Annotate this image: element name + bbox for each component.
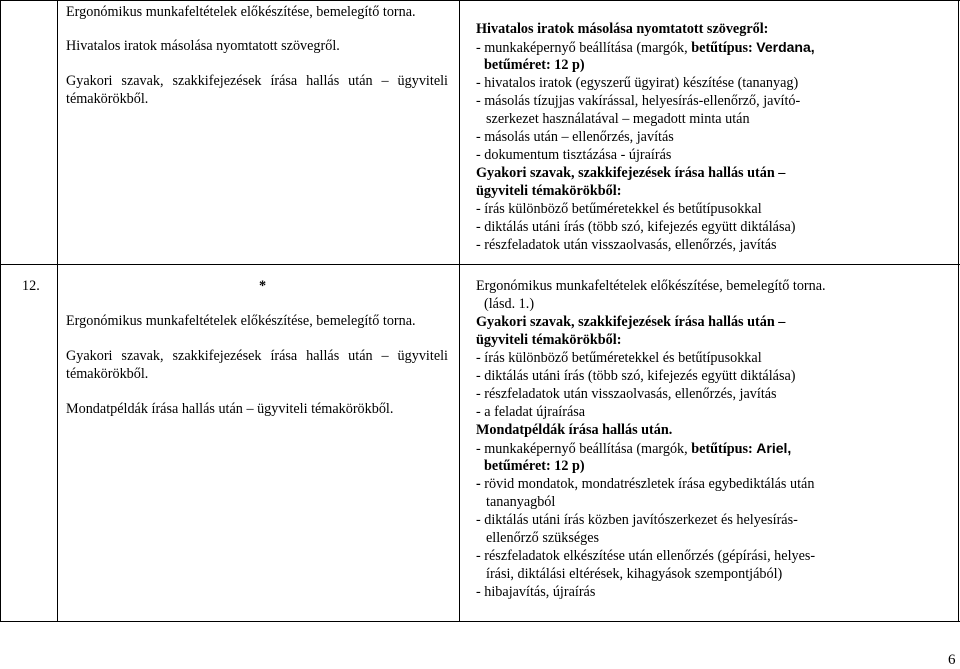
table-divider-col2	[459, 0, 460, 622]
row12-right-item6-text: rövid mondatok, mondatrészletek írása egybediktálás után	[484, 476, 815, 492]
row12-right-item3: - részfeladatok után visszaolvasás, ellenőrzés, javítás	[476, 386, 777, 402]
row12-left-line2: Gyakori szavak, szakkifejezések írása hallás után – ügyviteli	[66, 348, 448, 364]
row12-left-line4: Mondatpéldák írása hallás után – ügyviteli témakörökből.	[66, 401, 394, 417]
row11-right-item1-text: - munkaképernyő beállítása (margók,	[476, 40, 692, 56]
table-border-top	[0, 0, 960, 1]
row11-right-heading2-cont: ügyviteli témakörökből:	[476, 183, 622, 199]
row12-right-intro: Ergonómikus munkafeltételek előkészítése, bemelegítő torna.	[476, 278, 826, 294]
table-row-divider	[0, 264, 960, 265]
row12-left-line1: Ergonómikus munkafeltételek előkészítése, bemelegítő torna.	[66, 313, 416, 329]
row12-right-item7: - diktálás utáni írás közben javítószerkezet és helyesírás-	[476, 512, 798, 528]
row12-right-item1: - írás különböző betűméretekkel és betűtípusokkal	[476, 350, 762, 366]
row12-right-item5	[476, 439, 791, 458]
row12-right-heading: Gyakori szavak, szakkifejezések írása hallás után –	[476, 314, 786, 330]
row11-right-item1-font-name: Verdana,	[756, 39, 815, 55]
row11-right-item4: - másolás után – ellenőrzés, javítás	[476, 129, 674, 145]
row11-right-item1-size: betűméret: 12 p)	[484, 57, 585, 73]
row12-right-item6-dash: -	[476, 476, 485, 492]
row11-right-item8: - részfeladatok után visszaolvasás, ellenőrzés, javítás	[476, 237, 777, 253]
row11-right-item2: - hivatalos iratok (egyszerű ügyirat) készítése (tananyag)	[476, 75, 799, 91]
row12-right-heading-cont: ügyviteli témakörökből:	[476, 332, 622, 348]
row11-right-item5: - dokumentum tisztázása - újraírás	[476, 147, 672, 163]
row12-right-intro-ref: (lásd. 1.)	[484, 296, 535, 312]
row11-right-item1	[476, 38, 815, 57]
row12-right-item2: - diktálás utáni írás (több szó, kifejezés együtt diktálása)	[476, 368, 796, 384]
row12-number: 12.	[22, 278, 40, 294]
page-number: 6	[948, 652, 956, 668]
table-border-right	[958, 0, 959, 622]
table-border-left	[0, 0, 1, 622]
row12-left-line3: témakörökből.	[66, 366, 149, 382]
row12-right-heading2: Mondatpéldák írása hallás után.	[476, 422, 673, 438]
row11-left-line4: témakörökből.	[66, 91, 149, 107]
row12-right-item5-text: - munkaképernyő beállítása (margók,	[476, 441, 692, 457]
row12-right-item8: - részfeladatok elkészítése után ellenőrzés (gépírási, helyes-	[476, 548, 816, 564]
row11-right-item7: - diktálás utáni írás (több szó, kifejezés együtt diktálása)	[476, 219, 796, 235]
row12-right-item6	[476, 475, 814, 493]
row12-right-item5-size: betűméret: 12 p)	[484, 458, 585, 474]
row11-left-line1: Ergonómikus munkafeltételek előkészítése, bemelegítő torna.	[66, 4, 416, 20]
table-border-bottom	[0, 621, 960, 622]
row12-right-item5-font-name: Ariel,	[756, 440, 792, 456]
row11-right-item6: - írás különböző betűméretekkel és betűtípusokkal	[476, 201, 762, 217]
row12-right-item9: - hibajavítás, újraírás	[476, 584, 596, 600]
row11-left-line2: Hivatalos iratok másolása nyomtatott szövegről.	[66, 38, 340, 54]
table-divider-col1	[57, 0, 58, 622]
row12-left-star: *	[259, 278, 267, 294]
row11-right-item3: - másolás tízujjas vakírással, helyesírás-ellenőrző, javító-	[476, 93, 801, 109]
row11-right-item1-font-label: betűtípus:	[691, 40, 757, 56]
row11-right-heading: Hivatalos iratok másolása nyomtatott szövegről:	[476, 21, 769, 37]
row12-right-item6-cont: tananyagból	[486, 494, 556, 510]
row11-left-line3: Gyakori szavak, szakkifejezések írása hallás után – ügyviteli	[66, 73, 448, 89]
row12-right-item8-cont: írási, diktálási eltérések, kihagyások szempontjából)	[486, 566, 783, 582]
row12-right-item5-font-label: betűtípus:	[691, 441, 757, 457]
row11-right-heading2: Gyakori szavak, szakkifejezések írása hallás után –	[476, 165, 786, 181]
row12-right-item7-cont: ellenőrző szükséges	[486, 530, 600, 546]
row12-right-item4: - a feladat újraírása	[476, 404, 586, 420]
row11-right-item3-cont: szerkezet használatával – megadott minta után	[486, 111, 750, 127]
